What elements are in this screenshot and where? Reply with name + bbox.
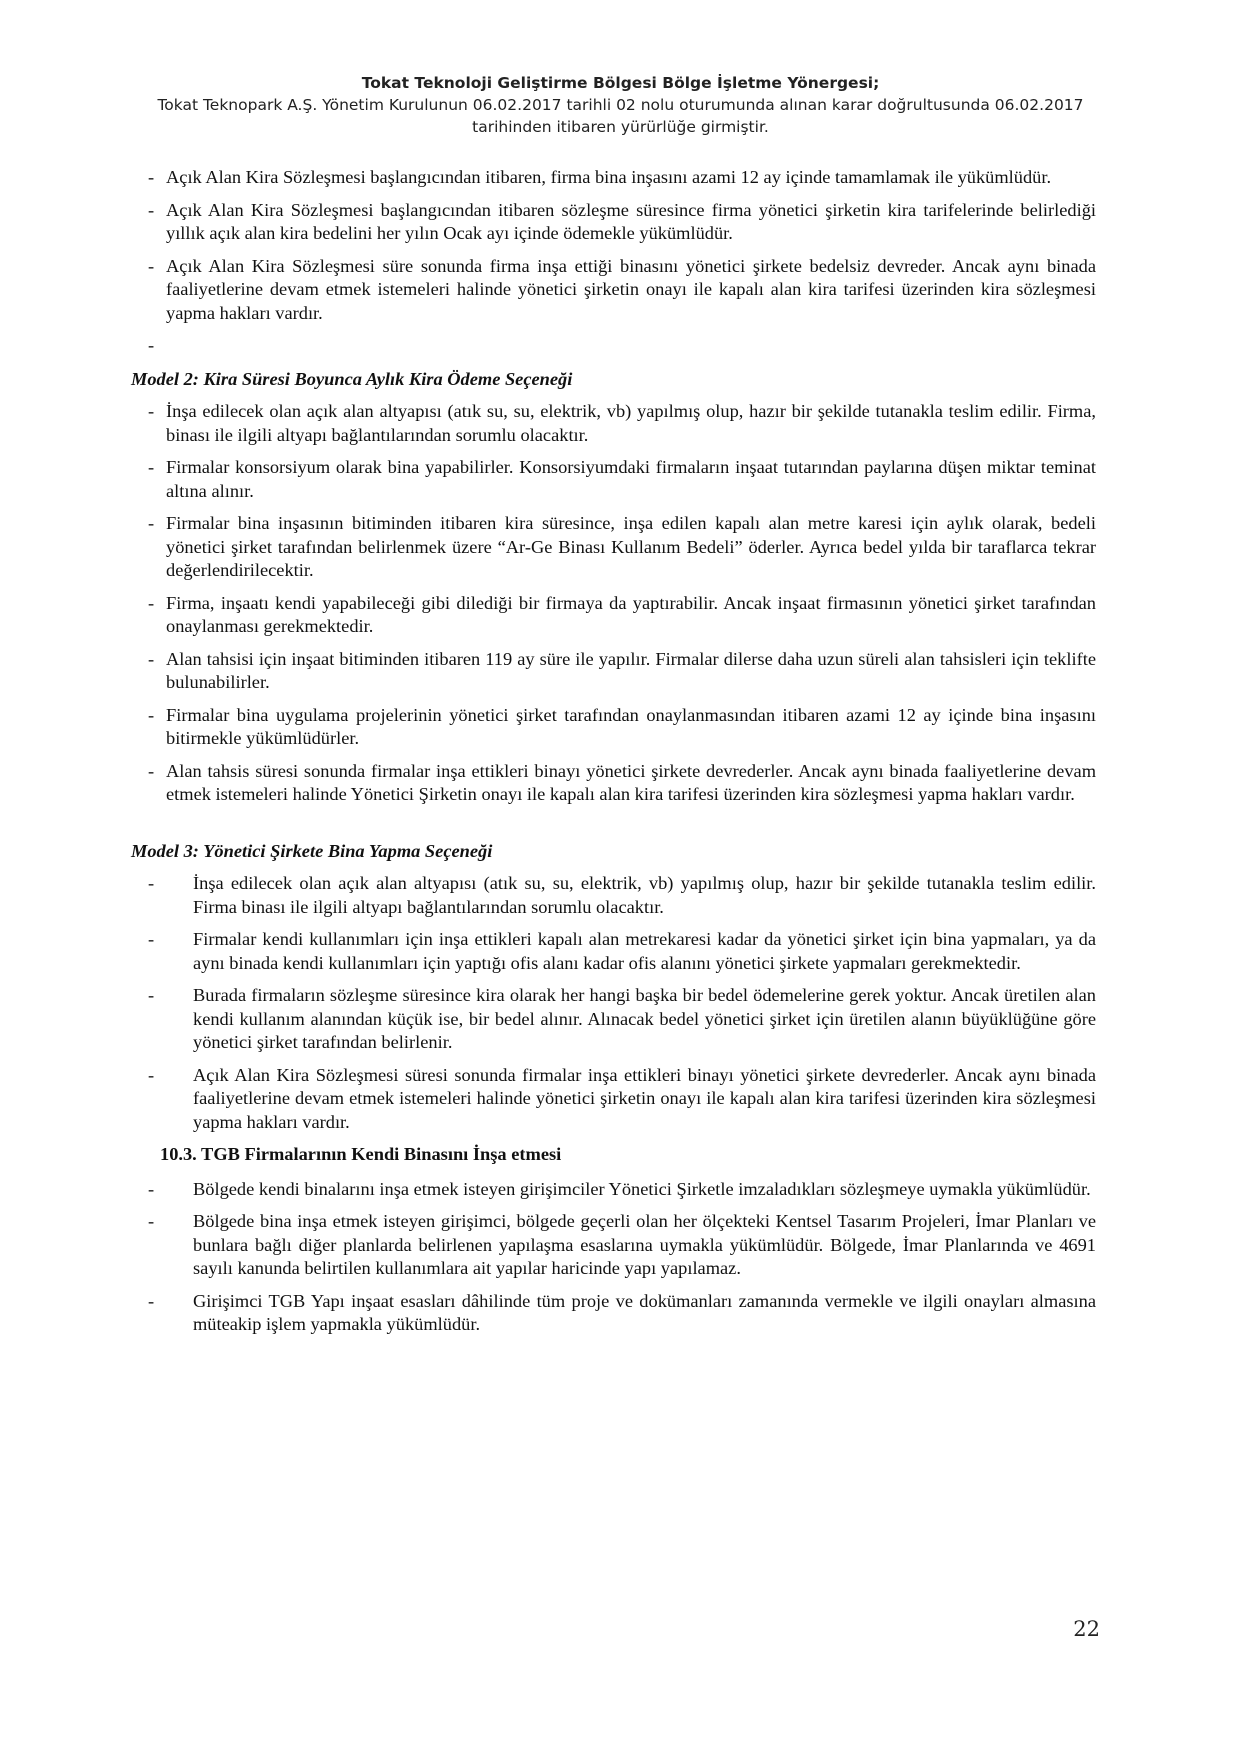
- list-dash: -: [148, 1290, 155, 1311]
- document-body: [131, 166, 1096, 1346]
- list-item-text: Firmalar bina uygulama projelerinin yönetici şirket tarafından onaylanmasından itibaren azami 12 ay içinde bina inşasını bitirmekle yükümlüdürler.: [166, 704, 1096, 748]
- list-dash: -: [148, 1211, 155, 1231]
- list-item: [148, 166, 1096, 190]
- list-item-text: Açık Alan Kira Sözleşmesi süre sonunda firma inşa ettiği binasını yönetici şirkete bedelsiz devreder. Ancak aynı binada faaliyetlerine devam etmek istemeleri halinde yönetici şirketin onayı ile kapalı alan kira tarifesi üzerinden kira sözleşmesi yapma hakları vardır.: [166, 255, 1096, 323]
- list-item-text: Açık Alan Kira Sözleşmesi süresi sonunda firmalar inşa ettikleri binayı yönetici şirkete devrederler. Ancak aynı binada faaliyetlerine devam etmek istemeleri halinde yönetici şirketin onayı ile kapalı alan kira tarifesi üzerinden kira sözleşmesi yapma hakları vardır.: [193, 1064, 1096, 1132]
- list-item-text: Bölgede kendi binalarını inşa etmek isteyen girişimciler Yönetici Şirketle imzaladıkları sözleşmeye uymakla yükümlüdür.: [193, 1178, 1091, 1199]
- list-dash: -: [148, 929, 155, 949]
- list-item: [148, 1064, 1096, 1135]
- list-item: [148, 199, 1096, 246]
- list-item: [148, 1178, 1096, 1202]
- list-item: [148, 456, 1096, 503]
- list-dash: -: [148, 985, 155, 1005]
- section-10-3-heading: 10.3. TGB Firmalarının Kendi Binasını İnşa etmesi: [160, 1144, 562, 1164]
- header-effective-line: tarihinden itibaren yürürlüğe girmiştir.: [472, 118, 769, 136]
- list-item-text: Firmalar bina inşasının bitiminden itibaren kira süresince, inşa edilen kapalı alan metre karesi için aylık olarak, bedeli yönetici şirket tarafından belirlenmek üzere “Ar-Ge Binası Kullanım Bedeli” öderler. Ayrıca bedel yılda bir taraflarca tekrar değerlendirilecektir.: [166, 513, 1096, 580]
- list-item-text: Alan tahsisi için inşaat bitiminden itibaren 119 ay süre ile yapılır. Firmalar dilerse daha uzun süreli alan tahsisleri için teklifte bulunabilirler.: [166, 648, 1096, 692]
- list-dash: -: [148, 873, 155, 893]
- list-item: [148, 255, 1096, 326]
- list-dash: -: [148, 199, 155, 220]
- list-dash: -: [148, 592, 155, 613]
- list-dash: -: [148, 760, 155, 781]
- list-item: [148, 512, 1096, 583]
- list-item: [148, 928, 1096, 975]
- list-dash: -: [148, 704, 155, 725]
- list-item-text: Alan tahsis süresi sonunda firmalar inşa ettikleri binayı yönetici şirkete devrederler. Ancak aynı binada faaliyetlerine devam etmek istemeleri halinde Yönetici Şirketin onayı ile kapalı alan kira tarifesi üzerinden kira sözleşmesi yapma hakları vardır.: [166, 760, 1096, 804]
- list-dash: -: [148, 1064, 155, 1085]
- list-item: [148, 872, 1096, 919]
- list-dash: -: [148, 648, 155, 669]
- list-item-text: Açık Alan Kira Sözleşmesi başlangıcından itibaren, firma bina inşasını azami 12 ay içinde tamamlamak ile yükümlüdür.: [166, 167, 1052, 187]
- list-dash: -: [148, 457, 155, 477]
- list-item: [148, 400, 1096, 447]
- list-item-text: Firmalar konsorsiyum olarak bina yapabilirler. Konsorsiyumdaki firmaların inşaat tutarından paylarına düşen miktar teminat altına alınır.: [166, 457, 1096, 501]
- model-2-list: [148, 400, 1096, 807]
- section-10-3-list: [148, 1178, 1096, 1337]
- list-dash: -: [148, 255, 155, 276]
- list-dash: -: [148, 167, 155, 187]
- empty-list-dash: -: [148, 335, 155, 355]
- page-number: 22: [1073, 1617, 1100, 1641]
- list-item: [148, 984, 1096, 1055]
- model-3-heading: Model 3: Yönetici Şirkete Bina Yapma Seçeneği: [131, 840, 493, 861]
- list-item: [148, 648, 1096, 695]
- list-item-text: İnşa edilecek olan açık alan altyapısı (atık su, su, elektrik, vb) yapılmış olup, hazır bir şekilde tutanakla teslim edilir. Firma, binası ile ilgili altyapı bağlantılarından sorumlu olacaktır.: [166, 401, 1096, 445]
- list-dash: -: [148, 513, 155, 533]
- list-item: [148, 704, 1096, 751]
- header-approval-line: Tokat Teknopark A.Ş. Yönetim Kurulunun 06.02.2017 tarihli 02 nolu oturumunda alınan karar doğrultusunda 06.02.2017: [157, 96, 1084, 114]
- list-item: [148, 1210, 1096, 1281]
- list-dash: -: [148, 1178, 155, 1199]
- model-3-list: [148, 872, 1096, 1134]
- list-dash: -: [148, 401, 155, 421]
- page-header: [100, 72, 1141, 138]
- list-item-text: Burada firmaların sözleşme süresince kira olarak her hangi başka bir bedel ödemelerine gerek yoktur. Ancak üretilen alan kendi kullanım alanından küçük ise, bir bedel alınır. Alınacak bedel yönetici şirket için üretilen alanın büyüklüğüne göre yönetici şirket tarafından belirlenir.: [193, 985, 1096, 1052]
- list-item-text: Açık Alan Kira Sözleşmesi başlangıcından itibaren sözleşme süresince firma yönetici şirketin kira tarifelerinde belirlediği yıllık açık alan kira bedelini her yılın Ocak ayı içinde ödemekle yükümlüdür.: [166, 199, 1096, 243]
- list-item-text: Firmalar kendi kullanımları için inşa ettikleri kapalı alan metrekaresi kadar da yönetici şirket için bina yapmaları, ya da aynı binada kendi kullanımları için yaptığı ofis alanı kadar ofis alanını yönetici şirkete yapmaları gerekmektedir.: [193, 929, 1096, 973]
- list-item-text: Firma, inşaatı kendi yapabileceği gibi dilediği bir firmaya da yaptırabilir. Ancak inşaat firmasının yönetici şirket tarafından onaylanması gerekmektedir.: [166, 592, 1096, 636]
- list-item: [148, 1290, 1096, 1337]
- list-item: [148, 592, 1096, 639]
- intro-list: [148, 166, 1096, 325]
- header-title: Tokat Teknoloji Geliştirme Bölgesi Bölge İşletme Yönergesi;: [361, 74, 880, 92]
- list-item-text: Bölgede bina inşa etmek isteyen girişimci, bölgede geçerli olan her ölçekteki Kentsel Tasarım Projeleri, İmar Planları ve bunlara bağlı diğer planlarda belirlenen yapılaşma esaslarına uymakla yükümlüdür. Bölgede, İmar Planlarında ve 4691 sayılı kanunda belirtilen kullanımlara ait yapılar haricinde yapı yapılamaz.: [193, 1211, 1096, 1278]
- model-2-heading: Model 2: Kira Süresi Boyunca Aylık Kira Ödeme Seçeneği: [131, 368, 573, 389]
- list-item-text: İnşa edilecek olan açık alan altyapısı (atık su, su, elektrik, vb) yapılmış olup, hazır bir şekilde tutanakla teslim edilir. Firma binası ile ilgili altyapı bağlantılarından sorumlu olacaktır.: [193, 873, 1096, 917]
- list-item-text: Girişimci TGB Yapı inşaat esasları dâhilinde tüm proje ve dokümanları zamanında vermekle ve ilgili onayları almasına müteakip işlem yapmakla yükümlüdür.: [193, 1290, 1096, 1334]
- list-item: [148, 760, 1096, 807]
